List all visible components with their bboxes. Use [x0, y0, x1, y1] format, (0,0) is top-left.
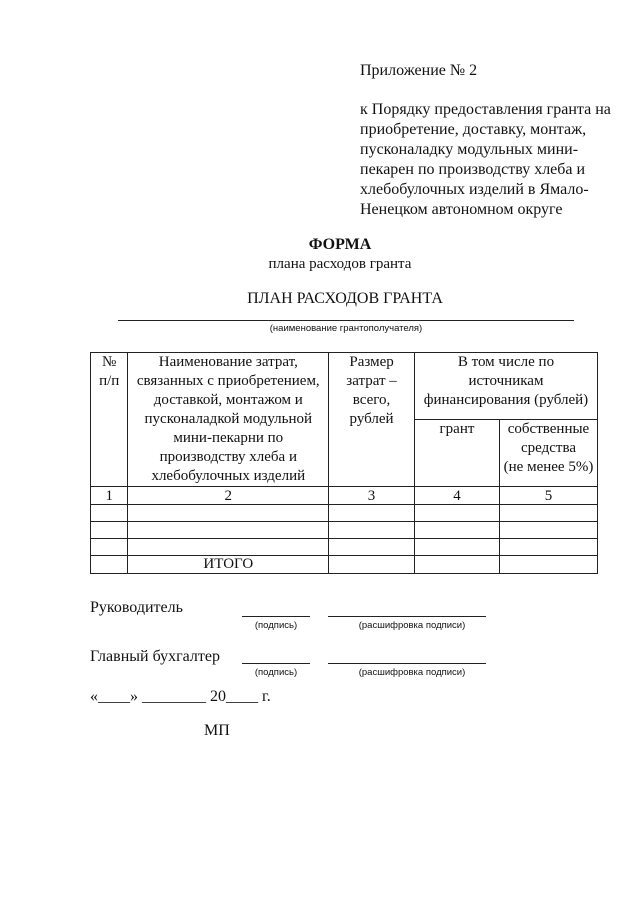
head-signature-line[interactable] [242, 616, 310, 617]
table-row [91, 505, 598, 522]
head-decoding-line[interactable] [328, 616, 486, 617]
table-cell[interactable] [128, 505, 329, 522]
form-subtitle: плана расходов гранта [268, 256, 412, 272]
accountant-signature-line[interactable] [242, 663, 310, 664]
column-number: 5 [499, 487, 597, 505]
column-number: 1 [91, 487, 128, 505]
head-decoding-caption: (расшифровка подписи) [358, 620, 466, 631]
total-own-cell[interactable] [499, 556, 597, 574]
header-own-funds: собственные средства (не менее 5%) [499, 420, 597, 487]
expense-plan-table [90, 352, 598, 574]
recipient-name-line[interactable] [118, 320, 574, 321]
column-number: 3 [329, 487, 415, 505]
table-cell[interactable] [414, 522, 499, 539]
plan-title: ПЛАН РАСХОДОВ ГРАНТА [247, 290, 443, 307]
total-label: ИТОГО [128, 556, 329, 574]
recipient-caption: (наименование грантополучателя) [269, 323, 423, 334]
accountant-signature-caption: (подпись) [254, 667, 298, 678]
table-cell[interactable] [329, 522, 415, 539]
table-cell[interactable] [499, 505, 597, 522]
table-header-row [91, 353, 598, 420]
header-sources: В том числе по источникам финансирования (рублей) [414, 353, 597, 420]
header-name: Наименование затрат, связанных с приобретением, доставкой, монтажом и пусконаладкой модульной мини-пекарни по производству хлеба и хлебобулочных изделий [128, 353, 329, 487]
table-cell[interactable] [414, 505, 499, 522]
table-cell[interactable] [329, 505, 415, 522]
column-number: 2 [128, 487, 329, 505]
total-grant-cell[interactable] [414, 556, 499, 574]
table-cell[interactable] [499, 522, 597, 539]
table-cell[interactable] [91, 505, 128, 522]
accountant-decoding-caption: (расшифровка подписи) [358, 667, 466, 678]
appendix-title: Приложение № 2 [360, 62, 478, 79]
appendix-text: к Порядку предоставления гранта на приобретение, доставку, монтаж, пусконаладку модульных мини- пекарен по производству хлеба и хлебобулочных изделий в Ямало- Ненецком автономном округе [360, 101, 611, 218]
table-cell[interactable] [91, 522, 128, 539]
table-row [91, 539, 598, 556]
table-cell[interactable] [329, 539, 415, 556]
table-cell[interactable] [91, 539, 128, 556]
column-number: 4 [414, 487, 499, 505]
table-cell[interactable] [91, 556, 128, 574]
column-number-row [91, 487, 598, 505]
table-row [91, 522, 598, 539]
accountant-label: Главный бухгалтер [90, 648, 220, 665]
header-num: № п/п [91, 353, 128, 487]
head-signature-caption: (подпись) [254, 620, 298, 631]
table-cell[interactable] [414, 539, 499, 556]
accountant-decoding-line[interactable] [328, 663, 486, 664]
table-cell[interactable] [128, 539, 329, 556]
table-cell[interactable] [128, 522, 329, 539]
header-grant: грант [414, 420, 499, 487]
form-title: ФОРМА [308, 236, 372, 253]
head-label: Руководитель [90, 599, 183, 616]
header-amount: Размер затрат – всего, рублей [329, 353, 415, 487]
total-row [91, 556, 598, 574]
table-cell[interactable] [499, 539, 597, 556]
date-line: «____» ________ 20____ г. [90, 688, 271, 705]
stamp-placeholder: МП [204, 722, 230, 739]
total-amount-cell[interactable] [329, 556, 415, 574]
